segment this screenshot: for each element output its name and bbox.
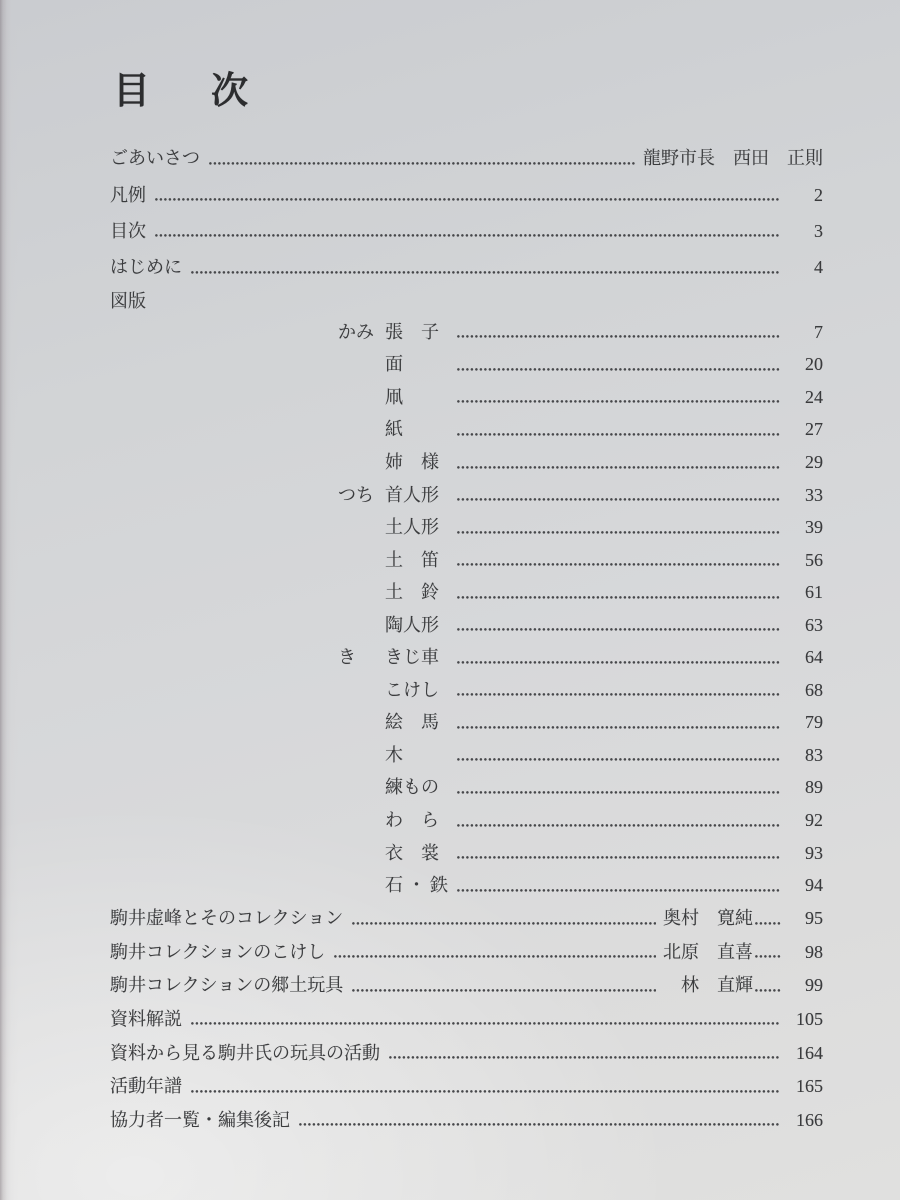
toc-row (110, 706, 823, 739)
dot-leader (457, 335, 780, 338)
author-name: 龍野市長 西田 正則 (643, 148, 823, 169)
page-number: 105 (796, 1008, 823, 1029)
toc-row (110, 771, 823, 804)
toc-row (110, 836, 823, 869)
toc-back-section (110, 901, 823, 1136)
toc-row (110, 286, 823, 316)
dot-leader (457, 661, 780, 664)
page-number: 64 (805, 647, 823, 668)
dot-leader (352, 989, 656, 992)
dot-leader (389, 1056, 780, 1059)
toc-entry-label: こけし (385, 679, 439, 700)
dot-leader (457, 889, 780, 892)
toc-entry-label: 陶人形 (385, 614, 439, 635)
toc-row (110, 176, 823, 212)
page-number: 93 (805, 842, 823, 863)
author-name: 北原 直喜 (663, 941, 753, 962)
dot-leader (457, 726, 780, 729)
toc-row (110, 478, 823, 511)
toc-row (110, 641, 823, 674)
toc-row (110, 446, 823, 479)
toc-row (110, 1103, 823, 1137)
page-number: 166 (796, 1109, 823, 1130)
toc-entry-label: 駒井コレクションのこけし (110, 941, 326, 962)
toc-entry-label: わ ら (385, 810, 439, 831)
toc-front-section (110, 140, 823, 316)
toc-entry-label: 目次 (110, 220, 146, 241)
page-number: 95 (805, 908, 823, 929)
toc-row (110, 381, 823, 414)
toc-row (110, 1002, 823, 1036)
dot-leader (457, 596, 780, 599)
page-number: 63 (805, 614, 823, 635)
page-number: 79 (805, 712, 823, 733)
toc-row (110, 576, 823, 609)
toc-entry-label: 面 (385, 354, 403, 375)
toc-row (110, 413, 823, 446)
toc-entry-label: 土 鈴 (385, 582, 439, 603)
dot-leader (191, 1022, 780, 1025)
dot-leader (209, 162, 636, 165)
dot-leader (352, 922, 656, 925)
toc-entry-label: ごあいさつ (110, 148, 200, 169)
toc-entry-label: 駒井コレクションの郷土玩具 (110, 975, 344, 996)
page-number: 99 (805, 975, 823, 996)
dot-leader (457, 466, 780, 469)
dot-leader (457, 824, 780, 827)
toc-entry-label: 絵 馬 (385, 712, 439, 733)
toc-entry-label: 活動年譜 (110, 1076, 182, 1097)
page-number: 4 (814, 257, 823, 278)
author-name: 林 直輝 (663, 975, 753, 996)
toc-row (110, 348, 823, 381)
dot-leader (457, 531, 780, 534)
dot-leader (457, 400, 780, 403)
toc-entry-label: 首人形 (385, 484, 439, 505)
dot-leader (191, 271, 780, 274)
page-number: 89 (805, 777, 823, 798)
page-number: 94 (805, 875, 823, 896)
page-number: 61 (805, 582, 823, 603)
toc-row (110, 869, 823, 902)
toc-row (110, 140, 823, 176)
page-number: 165 (796, 1076, 823, 1097)
toc-entry-label: 資料解説 (110, 1008, 182, 1029)
toc-entry-label: 土人形 (385, 517, 439, 538)
toc-entry-label: 姉 様 (385, 452, 439, 473)
dot-leader (457, 856, 780, 859)
toc-entry-label: 凡例 (110, 184, 146, 205)
toc-entry-label: 土 笛 (385, 549, 439, 570)
dot-leader (457, 498, 780, 501)
page-number: 33 (805, 484, 823, 505)
toc-row (110, 608, 823, 641)
toc-figures-section (110, 316, 823, 902)
toc-entry-label: 協力者一覧・編集後記 (110, 1109, 290, 1130)
toc-row (110, 969, 823, 1003)
page-number: 2 (814, 184, 823, 205)
dot-leader (457, 791, 780, 794)
page-number: 24 (805, 386, 823, 407)
toc-entry-label: 資料から見る駒井氏の玩具の活動 (110, 1042, 380, 1063)
table-of-contents (110, 140, 823, 1137)
page-title: 目 次 (113, 71, 260, 112)
author-name: 奥村 寛純 (663, 908, 753, 929)
toc-row (110, 739, 823, 772)
toc-row (110, 901, 823, 935)
dot-leader (457, 628, 780, 631)
dot-leader (155, 234, 780, 237)
dot-leader-short (755, 922, 782, 925)
page-number: 20 (805, 354, 823, 375)
toc-entry-label: 衣 裳 (385, 842, 439, 863)
dot-leader (457, 693, 780, 696)
dot-leader (457, 758, 780, 761)
page-number: 3 (814, 220, 823, 241)
toc-entry-label: 駒井虚峰とそのコレクション (110, 908, 344, 929)
page-number: 27 (805, 419, 823, 440)
dot-leader-short (755, 989, 782, 992)
toc-row (110, 1036, 823, 1070)
page-number: 68 (805, 679, 823, 700)
toc-entry-label: 凧 (385, 386, 403, 407)
toc-row (110, 543, 823, 576)
dot-leader (457, 563, 780, 566)
dot-leader (457, 368, 780, 371)
category-label: つち (338, 484, 374, 505)
toc-entry-label: 張 子 (385, 321, 439, 342)
dot-leader (191, 1090, 780, 1093)
category-label: き (338, 647, 356, 668)
toc-entry-label: きじ車 (385, 647, 439, 668)
page-number: 164 (796, 1042, 823, 1063)
page-number: 92 (805, 810, 823, 831)
page-number: 29 (805, 452, 823, 473)
toc-row (110, 674, 823, 707)
page-number: 83 (805, 744, 823, 765)
toc-row (110, 249, 823, 285)
toc-entry-label: 木 (385, 744, 403, 765)
toc-row (110, 804, 823, 837)
toc-entry-label: 練もの (385, 777, 439, 798)
dot-leader (299, 1123, 780, 1126)
dot-leader (457, 433, 780, 436)
toc-entry-label: はじめに (110, 257, 182, 278)
toc-row (110, 511, 823, 544)
page-number: 98 (805, 941, 823, 962)
page-number: 7 (814, 321, 823, 342)
toc-row (110, 935, 823, 969)
toc-row (110, 1069, 823, 1103)
category-label: かみ (338, 321, 374, 342)
dot-leader (334, 955, 656, 958)
toc-entry-label: 紙 (385, 419, 403, 440)
toc-entry-label: 図版 (110, 290, 146, 311)
toc-entry-label: 石 ・ 鉄 (385, 875, 448, 896)
toc-row (110, 316, 823, 349)
toc-row (110, 213, 823, 249)
page-number: 39 (805, 517, 823, 538)
dot-leader-short (755, 955, 782, 958)
book-page-left-edge (0, 0, 18, 1200)
dot-leader (155, 198, 780, 201)
page-number: 56 (805, 549, 823, 570)
